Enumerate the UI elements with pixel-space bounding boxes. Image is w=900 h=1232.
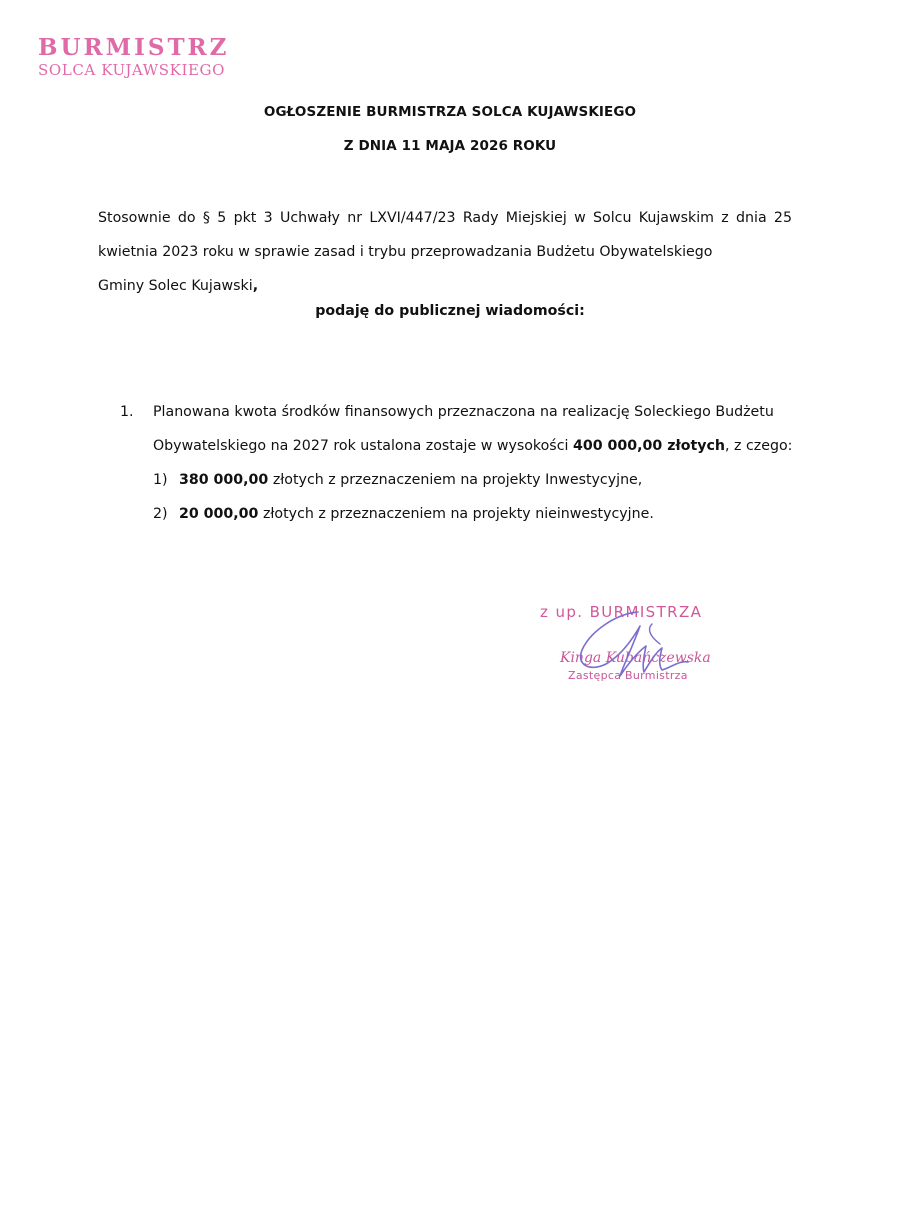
list-item-text-after: , z czego: [725,438,793,454]
signatory-name: Kinga Kubańczewska [560,650,711,666]
signatory-role: Zastępca Burmistrza [568,669,688,682]
list-item-body [153,395,800,463]
intro-last-text: Gminy Solec Kujawski [98,278,253,294]
sub-item-text: złotych z przeznaczeniem na projekty nieinwestycyjne. [258,506,654,522]
intro-last-line [98,269,792,303]
proclamation: podaję do publicznej wiadomości: [315,303,585,319]
list-item-amount: 400 000,00 złotych [572,438,726,454]
sub-item-number: 1) [153,472,168,488]
list-item [120,395,800,463]
sub-item [153,463,642,497]
list-item-text-before: Planowana kwota środków finansowych przeznaczona na realizację Soleckiego Budżetu Obywatelskiego na 2027 rok ustalona zostaje w wysokości [153,404,774,454]
sub-item [153,497,654,531]
sub-item-number: 2) [153,506,168,522]
sub-item-text: złotych z przeznaczeniem na projekty Inwestycyjne, [268,472,643,488]
list-item-number: 1. [120,404,134,420]
stamp-line-2: SOLCA KUJAWSKIEGO [38,61,226,79]
sub-item-amount: 20 000,00 [179,506,259,522]
document-title: OGŁOSZENIE BURMISTRZA SOLCA KUJAWSKIEGO [263,104,637,120]
intro-paragraph [98,201,792,303]
document-date: Z DNIA 11 MAJA 2026 ROKU [343,138,557,154]
office-stamp [38,36,229,78]
handwritten-signature-icon [520,590,750,700]
intro-text: Stosownie do § 5 pkt 3 Uchwały nr LXVI/447/23 Rady Miejskiej w Solcu Kujawskim z dnia 25 kwietnia 2023 roku w sprawie zasad i trybu przeprowadzania Budżetu Obywatelskiego [98,210,792,260]
sub-item-amount: 380 000,00 [179,472,269,488]
signature-block [520,590,750,700]
stamp-line-1: BURMISTRZ [38,34,230,61]
intro-last-punct: , [252,278,259,294]
signature-line-1: z up. BURMISTRZA [540,603,703,621]
